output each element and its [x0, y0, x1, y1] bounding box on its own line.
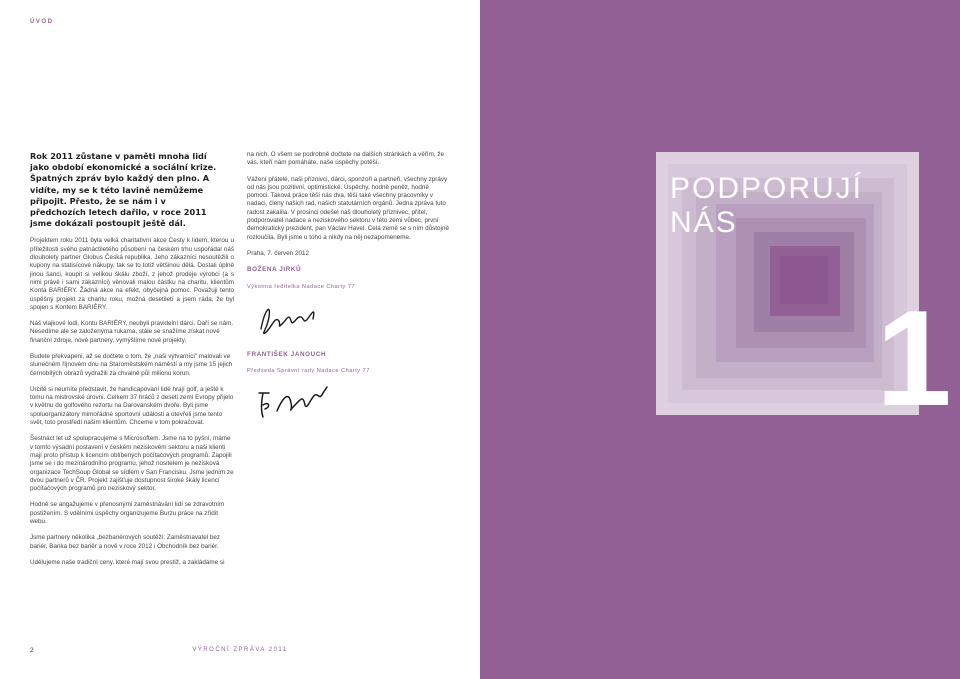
section-label: ÚVOD	[30, 19, 54, 25]
paragraph: Hodně se angažujeme v přenosnými zaměstnávání lidí se zdravotním postižením. S vdělními úspěchy organizujeme Burzu práce na zřídit webu.	[30, 501, 225, 526]
signer-name: BOŽENA JIRKŮ	[247, 266, 302, 274]
paragraph: Náš vlajkové lodi, Kontu BARIÉRY, neubyli pravidelní dárci. Daří se nám. Nesedíme ale se založenýma rukama, stále se snažíme získat nové finanční zdroje, nové partnery, vymýšlíme nové projekty.	[30, 320, 234, 344]
paragraph: Šestnáct let už spolupracujeme s Microsoftem. Jsme na to pyšní, máme v tomto výsadní postavení v českém neziskovém sektoru a naši klienti mají proto přístup k licencím oblíbených počítačových programů. Zapojili jsme se i do mezinárodního programu, jehož nositelem je nezisková organizace TechSoup Global se sídlem v San Francisku. Jsme jedním ze dvou partnerů v ČR. Projekt zajišťuje dostupnost široké škály licencí počítačových programů pro neziskový sektor.	[30, 435, 234, 493]
date: Praha, 7. červen 2012	[247, 249, 309, 257]
big-number: 1	[876, 282, 952, 434]
lead-paragraph: Rok 2011 zůstane v paměti mnoha lidí jako období ekonomické a sociální krize. Špatných zpráv bylo každý den plno. A vidíte, my se k této lavině nemůžeme připojit. Přesto, že se nám i v předchozích letech dařilo, v roce 2011 jsme dokázali postoupit ještě dál.	[30, 151, 217, 229]
signature-image	[255, 299, 325, 339]
paragraph: Projektem roku 2011 byla velká charitativní akce Cesty k lidem, kterou u příležitosti svého patnáctiletého působení na českém trhu uspořádal náš dlouholetý partner Globus Česká republika. Jeho zákazníci nesoutěžili o kupony na statisícové nákupy, tak se to totiž většinou dělá. Dostali úplně jinou šanci, koupit si velikou škálu zboží, z jehož prodeje výrobci (a s nimi právě i sami zákazníci) věnovali malou částku na charitu, klientům Konta BARIÉRY. Žádná akce na efekt, obyčejná pomoc. Považuji tento úspěšný projekt za charitu roku, možná desetiletí a jsem ráda, že byl spojen s Kontem BARIÉRY.	[30, 237, 234, 311]
signer-role: Předseda Správní rady Nadace Charty 77	[247, 368, 370, 375]
heading-line: PODPORUJÍ	[670, 172, 864, 205]
signer-role: Výkonná ředitelka Nadace Charty 77	[247, 283, 356, 290]
paragraph: na nich. O všem se podrobně dočtete na dalších stránkách a věřím, že vás, kteří nám pomáháte, naše úspěchy potěší.	[247, 151, 445, 167]
heading-line: NÁS	[670, 206, 738, 239]
column-1	[30, 151, 234, 575]
art-square	[780, 256, 828, 304]
paragraph: Budete překvapeni, až se dočtete o tom, že „naši výtvarníci“ malovali ve slunečném říjnovém dnu na Staroměstském náměstí a my jsme 15 jejich černobílých obrazů vydražili za chvalně půl milionu korun.	[30, 352, 233, 377]
paragraph: Určitě si neumíte představit, že handicapovaní lidé hrají golf, a ještě k tomu na mistrovské úrovni. Celkem 37 hráčů z deseti zemí Evropy přijelo v květnu do golfového rezortu na Darovanském dvoře. Byli jsme spoluorganizátory mimořádné sportovní události a otevřeli jsme tento svět, toto prostředí našim klientům. Chceme v tom pokračovat.	[30, 385, 234, 427]
page-heading	[670, 172, 863, 240]
page-number: 2	[30, 647, 34, 654]
footer-title: VÝROČNÍ ZPRÁVA 2011	[192, 647, 288, 653]
column-2	[247, 151, 451, 433]
signature-image	[255, 383, 333, 421]
paragraph: Vážení přátelé, naši příznivci, dárci, sponzoři a partneři, všechny zprávy od nás jsou pozitivní, optimistické. Úspěchy, hodně peněz, hodně pomoci. Taková práce těší nás dva, těší také všechny pracovníky v nadaci, členy našich rad, našich statutárních orgánů. Jedna zpráva tuto radost zakalila. V prosinci odešel náš dlouholetý příznivec, přítel, podporovatel nadace a neziskového sektoru v této zemi vůbec, první demokratický prezident, pan Václav Havel. Celá země se s ním důstojně rozloučila. Byli jsme u toho a nikdy na něj nezapomeneme.	[247, 175, 449, 241]
paragraph: Udělujeme naše tradiční ceny, které mají svou prestiž, a zakládáme si	[30, 558, 225, 566]
signer-name: FRANTIŠEK JANOUCH	[247, 350, 327, 358]
right-page	[480, 0, 960, 679]
paragraph: Jsme partnery několika „bezbariérových soutěží: Zaměstnavatel bez bariér, Banka bez bariér a nově v roce 2012 i Obchodník bez bariér.	[30, 534, 221, 550]
